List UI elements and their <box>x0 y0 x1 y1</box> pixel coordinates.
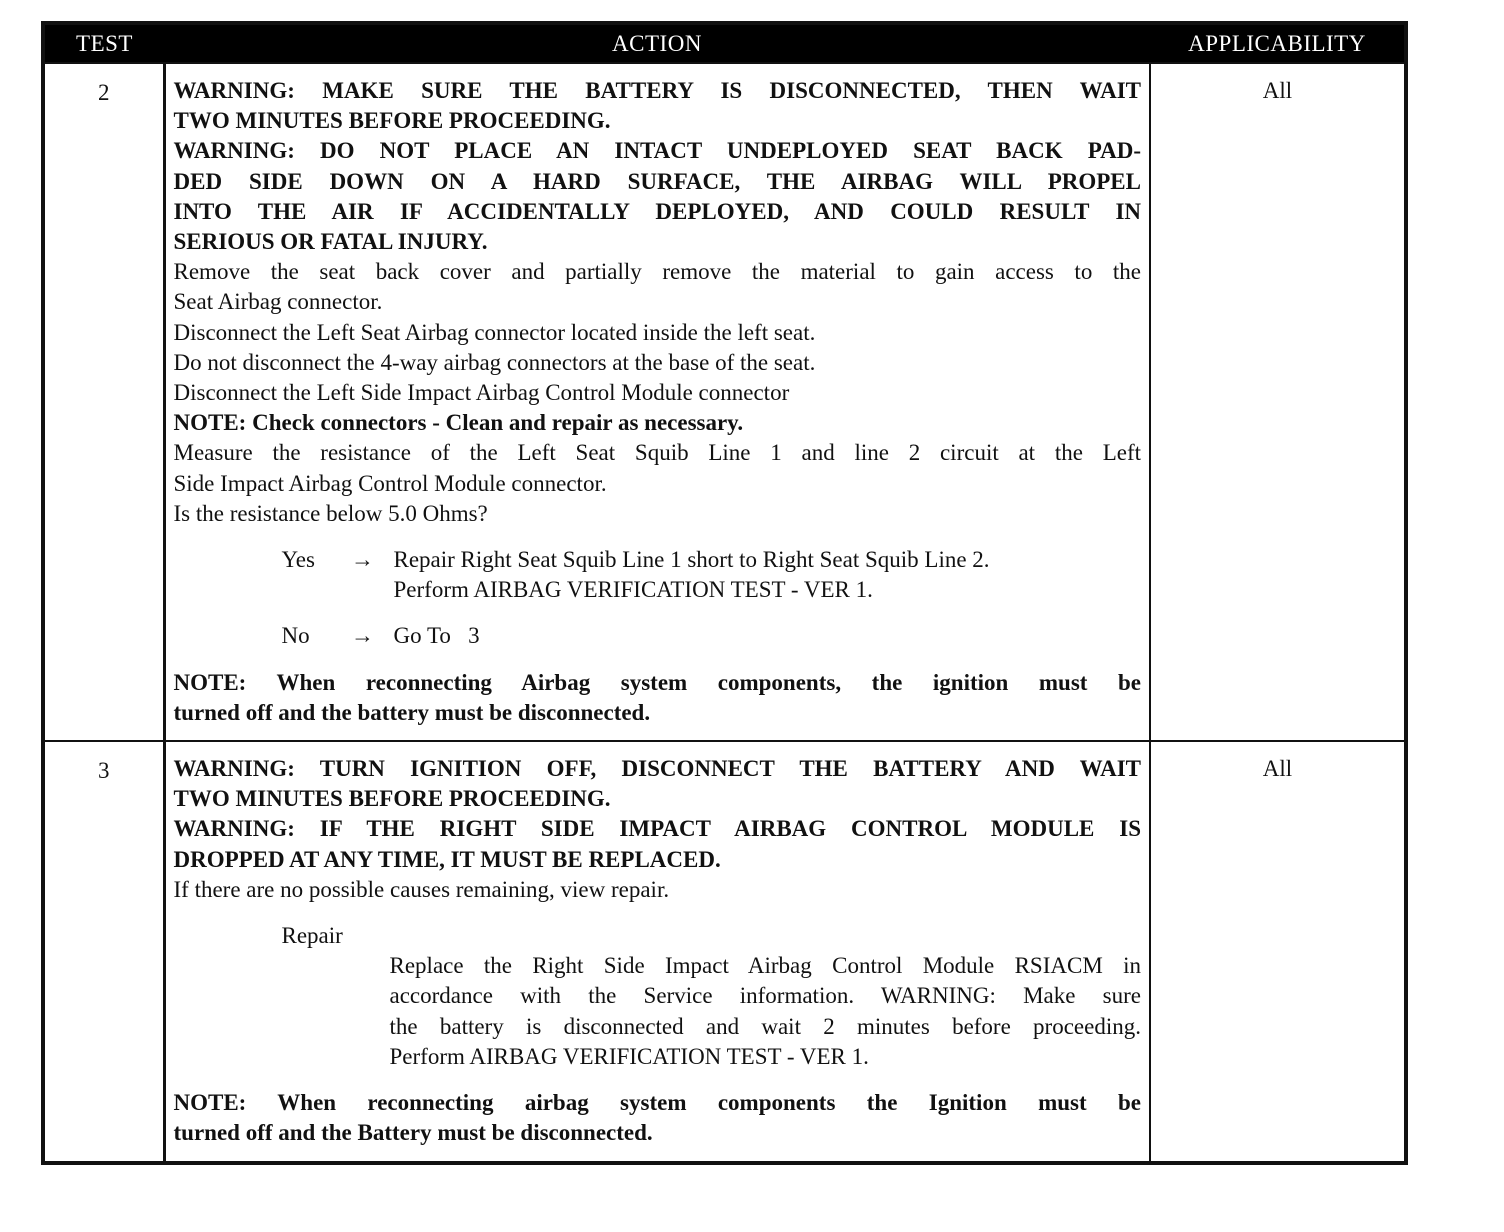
action-line: WARNING: IF THE RIGHT SIDE IMPACT AIRBAG CONTROL MODULE IS <box>173 816 1141 842</box>
action-line: Disconnect the Left Seat Airbag connector located inside the left seat. <box>173 319 816 345</box>
action-line: Is the resistance below 5.0 Ohms? <box>173 500 488 526</box>
action-line: Do not disconnect the 4-way airbag connectors at the base of the seat. <box>173 349 816 375</box>
note-line: NOTE: When reconnecting Airbag system components, the ignition must be <box>173 669 1141 695</box>
action-cell <box>164 741 1150 1162</box>
repair-label: Repair <box>281 923 343 949</box>
table-row-test-2 <box>43 63 1406 741</box>
action-line: TWO MINUTES BEFORE PROCEEDING. <box>173 108 611 134</box>
action-line: DED SIDE DOWN ON A HARD SURFACE, THE AIRBAG WILL PROPEL <box>173 168 1141 194</box>
test-number: 3 <box>43 741 164 1162</box>
applicability-value: All <box>1150 63 1406 741</box>
action-cell <box>164 63 1150 741</box>
choice-label: Yes <box>281 547 315 573</box>
action-line: INTO THE AIR IF ACCIDENTALLY DEPLOYED, AND COULD RESULT IN <box>173 198 1141 224</box>
choice-result <box>394 621 1142 651</box>
action-line: NOTE: Check connectors - Clean and repair as necessary. <box>173 410 744 436</box>
action-line: Measure the resistance of the Left Seat Squib Line 1 and line 2 circuit at the Left <box>173 440 1141 466</box>
action-line: WARNING: MAKE SURE THE BATTERY IS DISCONNECTED, THEN WAIT <box>173 78 1141 103</box>
choice-yes <box>174 545 1142 605</box>
repair-line: Replace the Right Side Impact Airbag Control Module RSIACM in <box>389 953 1141 979</box>
choice-result-line: Go To 3 <box>393 623 480 649</box>
choice-result-line: Perform AIRBAG VERIFICATION TEST - VER 1. <box>393 577 873 603</box>
action-line: SERIOUS OR FATAL INJURY. <box>173 229 488 255</box>
repair-line: Perform AIRBAG VERIFICATION TEST - VER 1. <box>389 1043 869 1069</box>
note-line: turned off and the Battery must be disconnected. <box>173 1120 653 1146</box>
action-lines <box>174 754 1142 905</box>
action-line: WARNING: TURN IGNITION OFF, DISCONNECT THE BATTERY AND WAIT <box>173 756 1141 782</box>
header-test: TEST <box>43 23 164 63</box>
table-header-row <box>43 23 1406 63</box>
arrow-icon: → <box>351 547 374 573</box>
action-line: If there are no possible causes remaining, view repair. <box>173 876 670 902</box>
note <box>174 1088 1142 1148</box>
choice-result-line: Repair Right Seat Squib Line 1 short to Right Seat Squib Line 2. <box>393 547 990 573</box>
diagnostic-test-table <box>41 21 1408 1165</box>
repair-line: accordance with the Service information. WARNING: Make sure <box>389 983 1141 1009</box>
repair-line: the battery is disconnected and wait 2 minutes before proceeding. <box>389 1013 1141 1039</box>
applicability-value: All <box>1150 741 1406 1162</box>
repair-body <box>174 951 1142 1072</box>
note-line: NOTE: When reconnecting airbag system components the Ignition must be <box>173 1090 1141 1116</box>
action-line: Seat Airbag connector. <box>173 289 383 315</box>
table-row-test-3 <box>43 741 1406 1162</box>
arrow-icon: → <box>351 623 374 649</box>
choice-label: No <box>281 623 310 649</box>
action-line: WARNING: DO NOT PLACE AN INTACT UNDEPLOYED SEAT BACK PAD- <box>173 138 1141 164</box>
header-action: ACTION <box>164 23 1150 63</box>
note-line: turned off and the battery must be disconnected. <box>173 699 651 725</box>
action-line: Side Impact Airbag Control Module connector. <box>173 470 607 496</box>
action-line: Disconnect the Left Side Impact Airbag Control Module connector <box>173 380 790 406</box>
action-line: TWO MINUTES BEFORE PROCEEDING. <box>173 786 611 812</box>
repair-block <box>174 921 1142 1072</box>
header-applicability: APPLICABILITY <box>1150 23 1406 63</box>
choice-result <box>394 545 1142 605</box>
action-line: Remove the seat back cover and partially remove the material to gain access to the <box>173 259 1141 285</box>
test-number: 2 <box>43 63 164 741</box>
note <box>174 668 1142 728</box>
action-line: DROPPED AT ANY TIME, IT MUST BE REPLACED. <box>173 846 721 872</box>
choice-no <box>174 621 1142 651</box>
action-lines <box>174 76 1142 529</box>
